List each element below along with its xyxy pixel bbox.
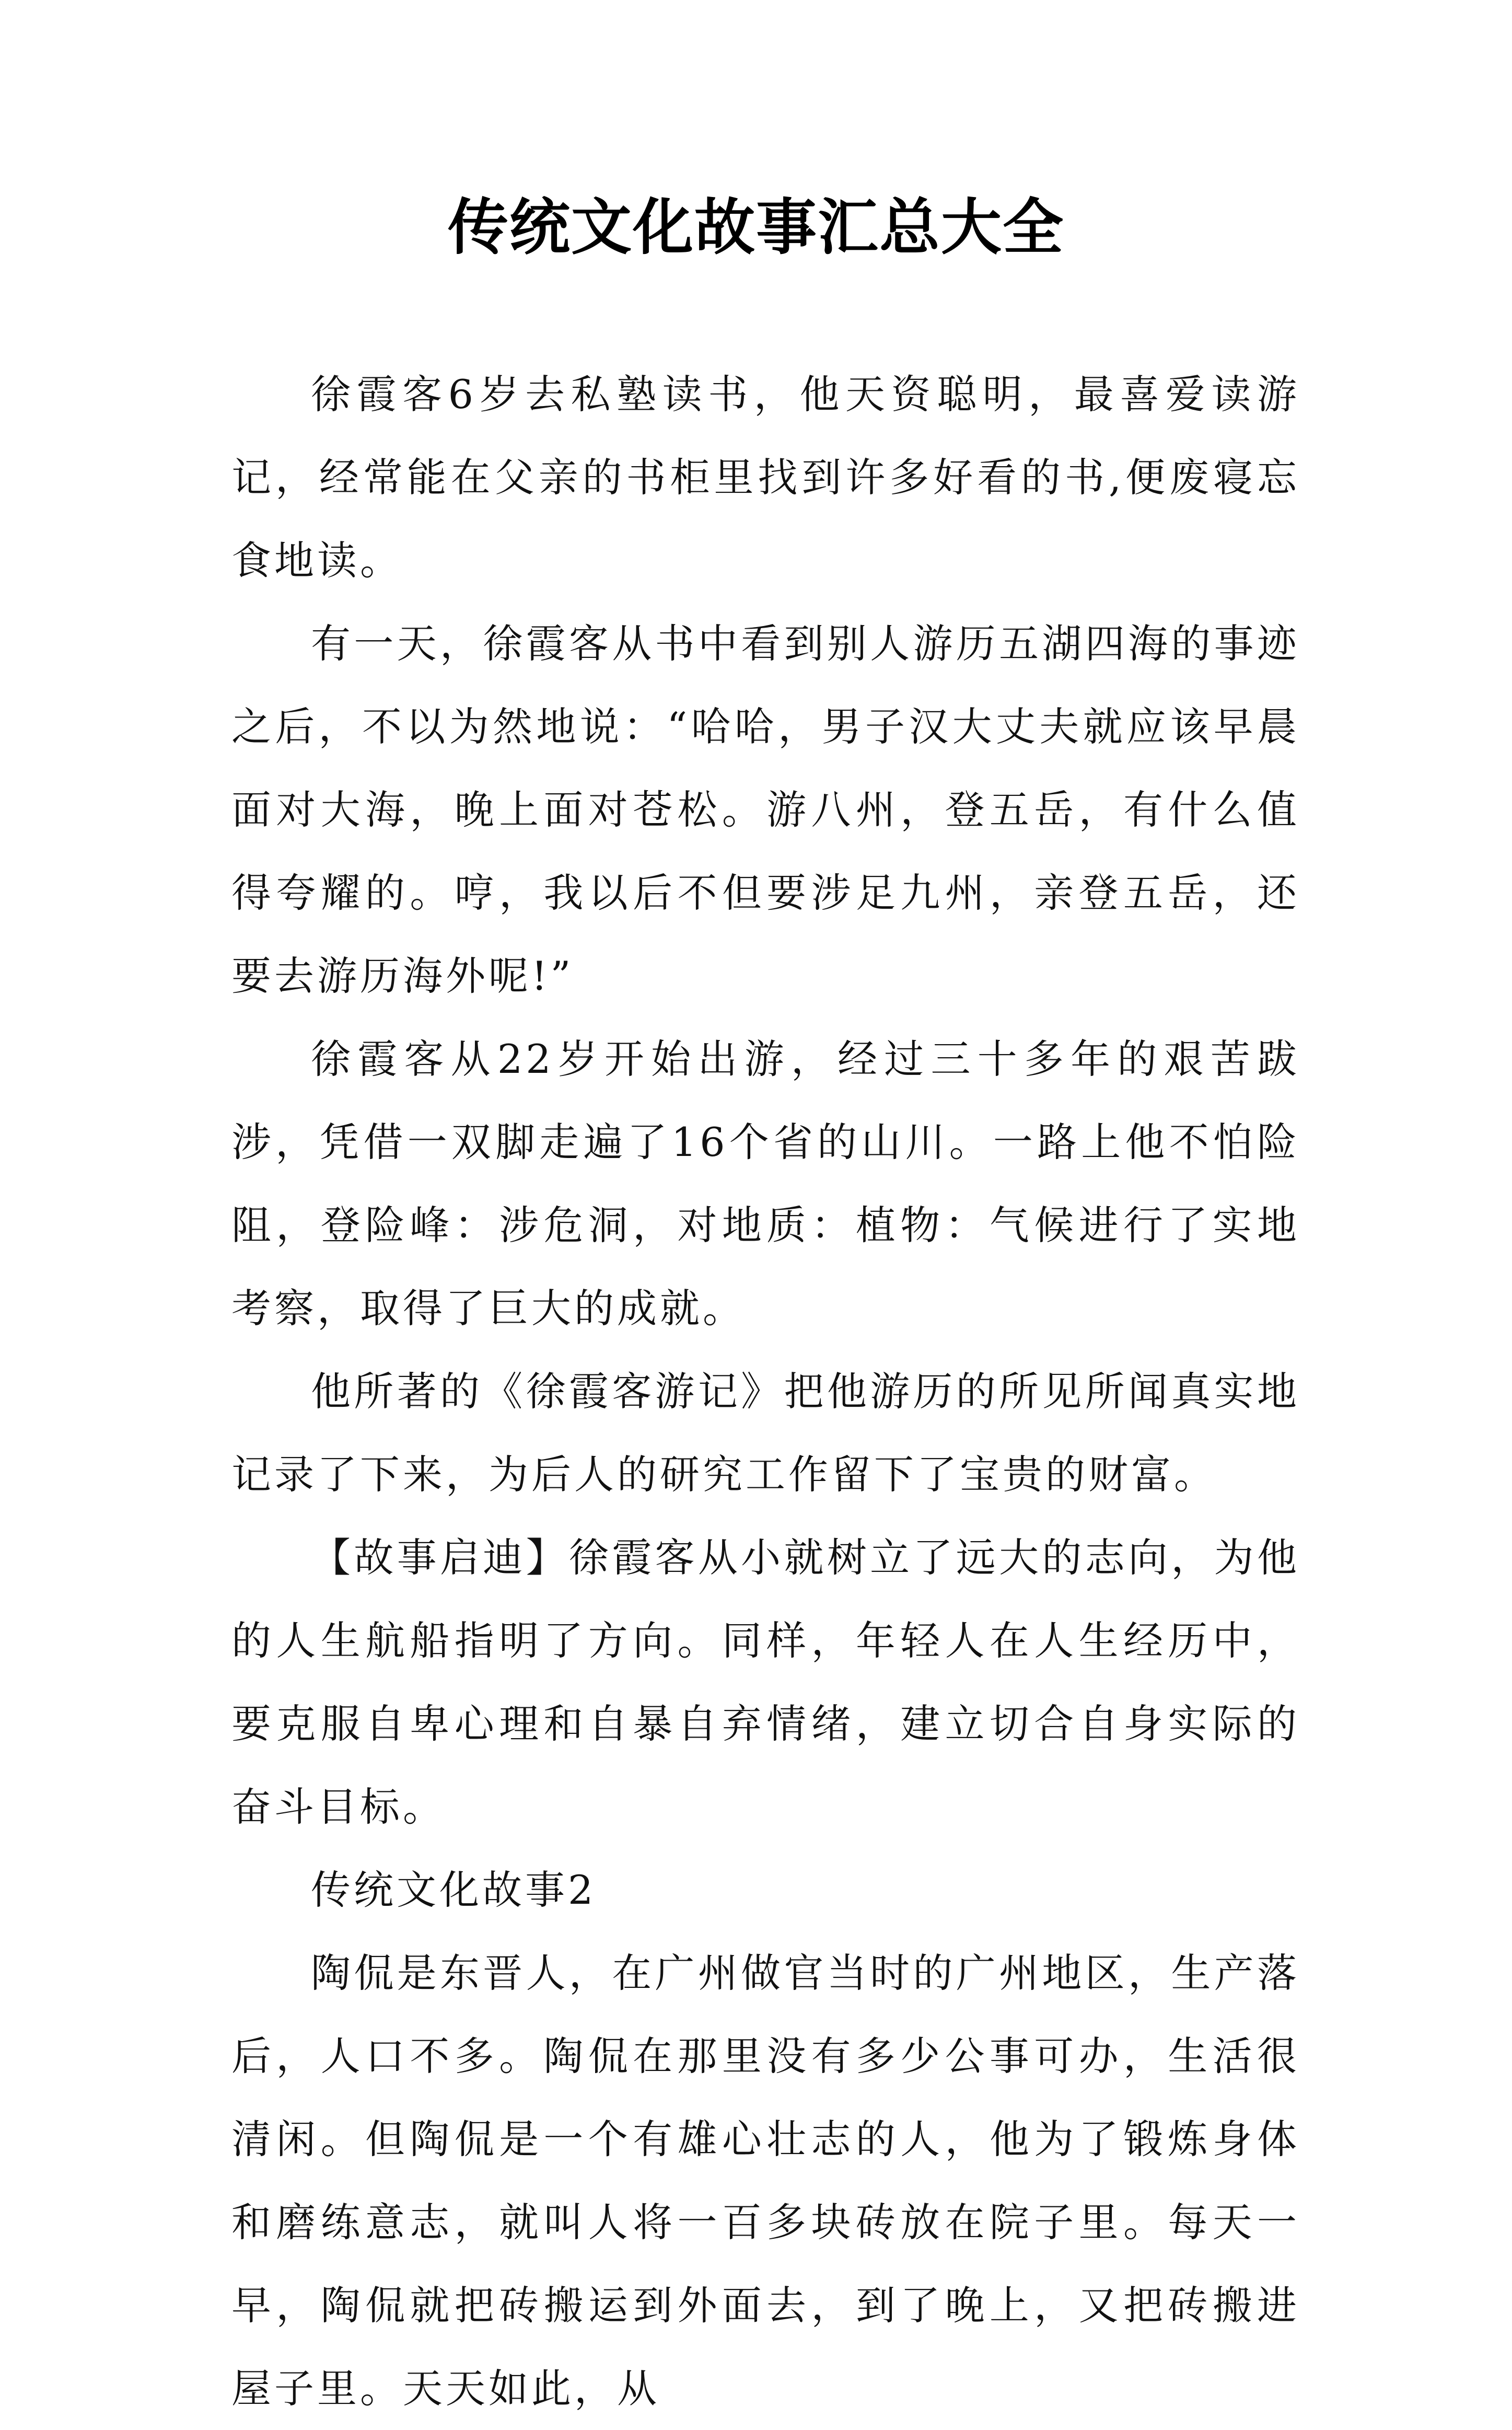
paragraph: 有一天，徐霞客从书中看到别人游历五湖四海的事迹之后，不以为然地说：“哈哈，男子汉大丈夫就应该早晨面对大海，晚上面对苍松。游八州，登五岳，有什么值得夸耀的。哼，我以后不但要涉足九州，亲登五岳，还要去游历海外呢!”	[231, 620, 1300, 999]
paragraph: 【故事启迪】徐霞客从小就树立了远大的志向，为他的人生航船指明了方向。同样，年轻人在人生经历中，要克服自卑心理和自暴自弃情绪，建立切合自身实际的奋斗目标。	[231, 1534, 1300, 1830]
section-heading: 传统文化故事2	[311, 1867, 597, 1913]
document-body	[231, 353, 1300, 2430]
paragraph: 他所著的《徐霞客游记》把他游历的所见所闻真实地记录了下来，为后人的研究工作留下了宝贵的财富。	[231, 1368, 1300, 1498]
paragraph: 徐霞客6岁去私塾读书，他天资聪明，最喜爱读游记，经常能在父亲的书柜里找到许多好看的书,便废寝忘食地读。	[231, 371, 1300, 584]
paragraph: 徐霞客从22岁开始出游，经过三十多年的艰苦跋涉，凭借一双脚走遍了16个省的山川。一路上他不怕险阻，登险峰：涉危洞，对地质：植物：气候进行了实地考察，取得了巨大的成就。	[231, 1036, 1300, 1332]
paragraph: 陶侃是东晋人，在广州做官当时的广州地区，生产落后，人口不多。陶侃在那里没有多少公事可办，生活很清闲。但陶侃是一个有雄心壮志的人，他为了锻炼身体和磨练意志，就叫人将一百多块砖放在院子里。每天一早，陶侃就把砖搬运到外面去，到了晚上，又把砖搬进屋子里。天天如此，从	[231, 1950, 1300, 2412]
document-title: 传统文化故事汇总大全	[448, 192, 1064, 263]
